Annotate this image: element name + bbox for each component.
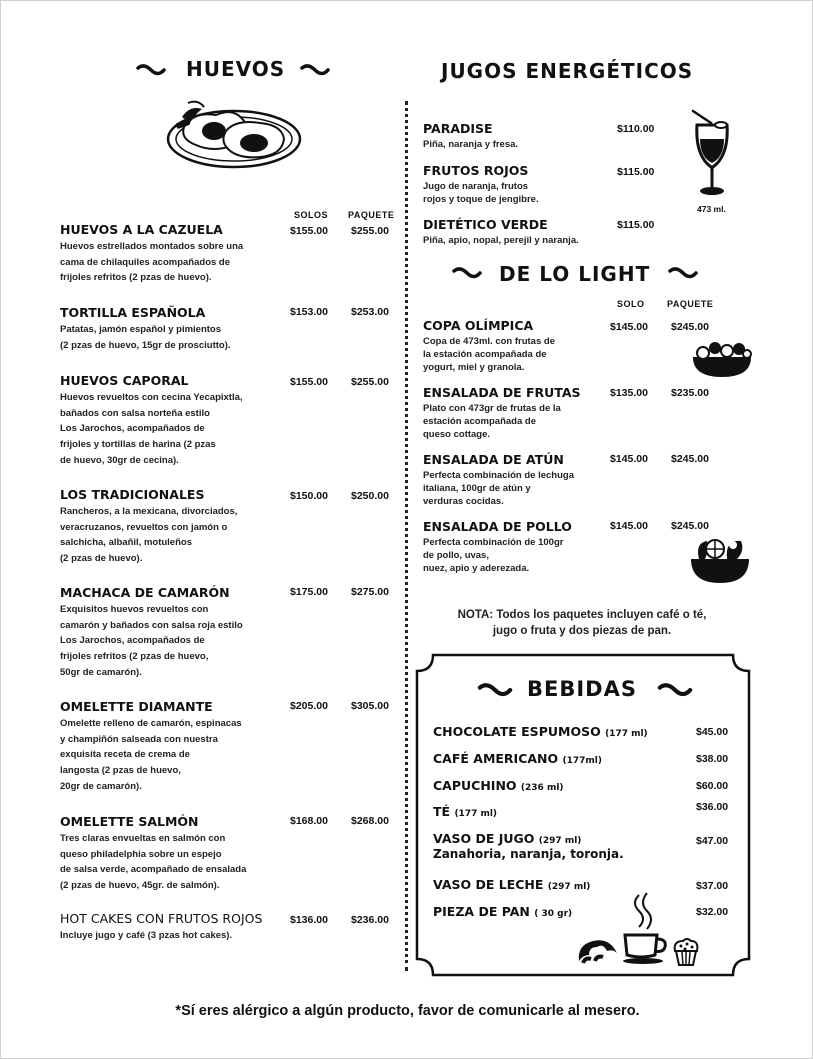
drink-price: $45.00 bbox=[696, 726, 729, 738]
drink-size: (177ml) bbox=[562, 756, 602, 766]
fried-eggs-plate-icon bbox=[164, 97, 304, 171]
item-price-paquete: $245.00 bbox=[671, 453, 709, 465]
menu-item bbox=[60, 911, 262, 944]
item-description: Jugo de naranja, frutos rojos y toque de jengibre. bbox=[423, 181, 539, 205]
item-name: DIETÉTICO VERDE bbox=[423, 217, 548, 232]
item-description: Perfecta combinación de lechuga italiana, 100gr de atún y verduras cocidas. bbox=[423, 470, 574, 507]
item-price-solo: $168.00 bbox=[290, 815, 328, 827]
item-price-paquete: $268.00 bbox=[351, 815, 389, 827]
wave-left-icon bbox=[475, 683, 515, 697]
drink-size: (177 ml) bbox=[605, 729, 648, 739]
item-description: Omelette relleno de camarón, espinacas y champiñón salseada con nuestra exquisita receta de crema de langosta (2 pzas de huevo, 20gr de camarón). bbox=[60, 718, 242, 792]
bebidas-header bbox=[475, 675, 699, 705]
drink-item bbox=[433, 804, 497, 819]
item-price-paquete: $253.00 bbox=[351, 306, 389, 318]
drink-price: $60.00 bbox=[696, 780, 729, 792]
item-name: FRUTOS ROJOS bbox=[423, 163, 529, 178]
item-description: Tres claras envueltas en salmón con queso philadelphia sobre un espejo de salsa verde, acompañado de ensalada (2 pzas de huevo, 45gr. de salmón). bbox=[60, 833, 247, 892]
item-name: COPA OLÍMPICA bbox=[423, 318, 534, 333]
light-title: DE LO LIGHT bbox=[499, 262, 651, 286]
light-header bbox=[449, 259, 709, 287]
menu-item bbox=[60, 814, 246, 894]
drink-size: (236 ml) bbox=[520, 783, 564, 793]
item-price-solo: $145.00 bbox=[610, 453, 648, 465]
item-description: Huevos estrellados montados sobre una cama de chilaquiles acompañados de frijoles refritos (2 pzas de huevo). bbox=[60, 241, 244, 284]
drink-name: VASO DE LECHE bbox=[433, 877, 544, 892]
drink-size: ( 30 gr) bbox=[534, 909, 573, 919]
item-price: $115.00 bbox=[617, 219, 655, 231]
item-name: OMELETTE DIAMANTE bbox=[60, 699, 213, 714]
item-price-solo: $135.00 bbox=[610, 387, 648, 399]
drink-price: $36.00 bbox=[696, 801, 729, 813]
bebidas-title: BEBIDAS bbox=[527, 677, 637, 701]
menu-item bbox=[60, 699, 242, 795]
huevos-header bbox=[136, 56, 336, 84]
menu-item bbox=[423, 217, 579, 247]
item-price-solo: $136.00 bbox=[290, 914, 328, 926]
item-description: Exquisitos huevos revueltos con camarón y bañados con salsa roja estilo Los Jarochos, acompañados de frijoles refritos (2 pzas de huevo, 50gr de camarón). bbox=[60, 604, 243, 678]
drink-item bbox=[433, 877, 590, 892]
coffee-cup-icon bbox=[621, 891, 669, 965]
drink-price: $47.00 bbox=[696, 835, 729, 847]
drink-size: (297 ml) bbox=[538, 836, 582, 846]
item-price-paquete: $245.00 bbox=[671, 520, 709, 532]
item-price-solo: $145.00 bbox=[610, 321, 648, 333]
item-price-paquete: $250.00 bbox=[351, 490, 389, 502]
wave-right-icon bbox=[655, 683, 695, 697]
wave-left-icon bbox=[449, 267, 485, 279]
menu-item bbox=[423, 121, 518, 151]
drink-size: (177 ml) bbox=[454, 809, 498, 819]
item-description: Huevos revueltos con cecina Yecapixtla, bañados con salsa norteña estilo Los Jarochos, acompañados de frijoles y tortillas de harina (2 pzas de huevo, 30gr de cecina). bbox=[60, 392, 243, 466]
item-price: $110.00 bbox=[617, 123, 655, 135]
menu-item bbox=[60, 585, 243, 681]
item-name: OMELETTE SALMÓN bbox=[60, 814, 199, 829]
croissant-icon bbox=[575, 933, 621, 969]
item-price-solo: $153.00 bbox=[290, 306, 328, 318]
allergy-footer: *Sí eres alérgico a algún producto, favor de comunicarle al mesero. bbox=[175, 1003, 640, 1019]
item-price: $115.00 bbox=[617, 166, 655, 178]
menu-item bbox=[60, 373, 243, 469]
wave-right-icon bbox=[300, 64, 330, 76]
drink-item bbox=[433, 904, 572, 919]
drink-name: CAPUCHINO bbox=[433, 778, 517, 793]
item-price-paquete: $236.00 bbox=[351, 914, 389, 926]
light-col-solo: SOLO bbox=[617, 299, 645, 309]
drink-subtext: Zanahoria, naranja, toronja. bbox=[433, 847, 624, 861]
item-price-paquete: $235.00 bbox=[671, 387, 709, 399]
menu-item bbox=[60, 305, 231, 353]
drink-size: (297 ml) bbox=[547, 882, 591, 892]
menu-item bbox=[423, 163, 539, 206]
item-description: Patatas, jamón español y pimientos (2 pzas de huevo, 15gr de prosciutto). bbox=[60, 324, 231, 351]
item-name: ENSALADA DE FRUTAS bbox=[423, 385, 581, 400]
item-name: LOS TRADICIONALES bbox=[60, 487, 205, 502]
drink-item bbox=[433, 751, 602, 766]
menu-item bbox=[423, 452, 574, 508]
huevos-col-paquete: PAQUETE bbox=[348, 210, 395, 220]
item-name: MACHACA DE CAMARÓN bbox=[60, 585, 230, 600]
menu-item bbox=[60, 222, 243, 286]
item-price-solo: $155.00 bbox=[290, 376, 328, 388]
item-description: Perfecta combinación de 100gr de pollo, uvas, nuez, apio y aderezada. bbox=[423, 537, 564, 574]
menu-item bbox=[60, 487, 237, 567]
item-price-solo: $205.00 bbox=[290, 700, 328, 712]
item-description: Plato con 473gr de frutas de la estación acompañada de queso cottage. bbox=[423, 403, 561, 440]
drink-price: $37.00 bbox=[696, 880, 729, 892]
item-name: TORTILLA ESPAÑOLA bbox=[60, 305, 206, 320]
item-price-paquete: $245.00 bbox=[671, 321, 709, 333]
item-price-paquete: $255.00 bbox=[351, 225, 389, 237]
drink-name: CAFÉ AMERICANO bbox=[433, 751, 559, 766]
item-price-paquete: $275.00 bbox=[351, 586, 389, 598]
item-description: Rancheros, a la mexicana, divorciados, veracruzanos, revueltos con jamón o salchicha, albañil, motuleños (2 pzas de huevo). bbox=[60, 506, 238, 565]
item-name: HUEVOS A LA CAZUELA bbox=[60, 222, 223, 237]
jugos-title: JUGOS ENERGÉTICOS bbox=[441, 59, 694, 83]
drink-name: PIEZA DE PAN bbox=[433, 904, 530, 919]
huevos-title: HUEVOS bbox=[186, 57, 286, 81]
wave-left-icon bbox=[136, 64, 166, 76]
menu-item bbox=[423, 519, 572, 575]
item-price-solo: $155.00 bbox=[290, 225, 328, 237]
item-price-paquete: $305.00 bbox=[351, 700, 389, 712]
menu-item bbox=[423, 318, 555, 374]
light-col-paquete: PAQUETE bbox=[667, 299, 714, 309]
item-name: PARADISE bbox=[423, 121, 493, 136]
drink-name: VASO DE JUGO bbox=[433, 831, 535, 846]
salad-bowl-icon bbox=[689, 535, 751, 585]
drink-price: $38.00 bbox=[696, 753, 729, 765]
drink-item bbox=[433, 724, 648, 739]
drink-name: TÉ bbox=[433, 804, 451, 819]
juice-glass-icon bbox=[687, 109, 737, 201]
glass-size-label: 473 ml. bbox=[697, 204, 726, 214]
item-name: ENSALADA DE POLLO bbox=[423, 519, 572, 534]
salad-bowl-icon bbox=[689, 339, 755, 379]
wave-right-icon bbox=[665, 267, 701, 279]
item-description: Copa de 473ml. con frutas de la estación acompañada de yogurt, miel y granola. bbox=[423, 336, 555, 373]
drink-item bbox=[433, 778, 564, 793]
item-price-paquete: $255.00 bbox=[351, 376, 389, 388]
item-price-solo: $150.00 bbox=[290, 490, 328, 502]
item-price-solo: $145.00 bbox=[610, 520, 648, 532]
packages-note: NOTA: Todos los paquetes incluyen café o té, jugo o fruta y dos piezas de pan. bbox=[457, 609, 707, 637]
item-description: Piña, apio, nopal, perejil y naranja. bbox=[423, 235, 579, 246]
item-price-solo: $175.00 bbox=[290, 586, 328, 598]
item-description: Incluye jugo y café (3 pzas hot cakes). bbox=[60, 930, 233, 941]
item-name: HUEVOS CAPORAL bbox=[60, 373, 189, 388]
drink-item bbox=[433, 831, 581, 846]
menu-item bbox=[423, 385, 581, 441]
column-divider bbox=[405, 101, 408, 971]
huevos-col-solos: SOLOS bbox=[294, 210, 329, 220]
drink-price: $32.00 bbox=[696, 906, 729, 918]
item-description: Piña, naranja y fresa. bbox=[423, 139, 519, 150]
item-name: HOT CAKES CON FRUTOS ROJOS bbox=[60, 911, 263, 926]
muffin-icon bbox=[671, 937, 701, 967]
drink-name: CHOCOLATE ESPUMOSO bbox=[433, 724, 601, 739]
item-name: ENSALADA DE ATÚN bbox=[423, 452, 564, 467]
